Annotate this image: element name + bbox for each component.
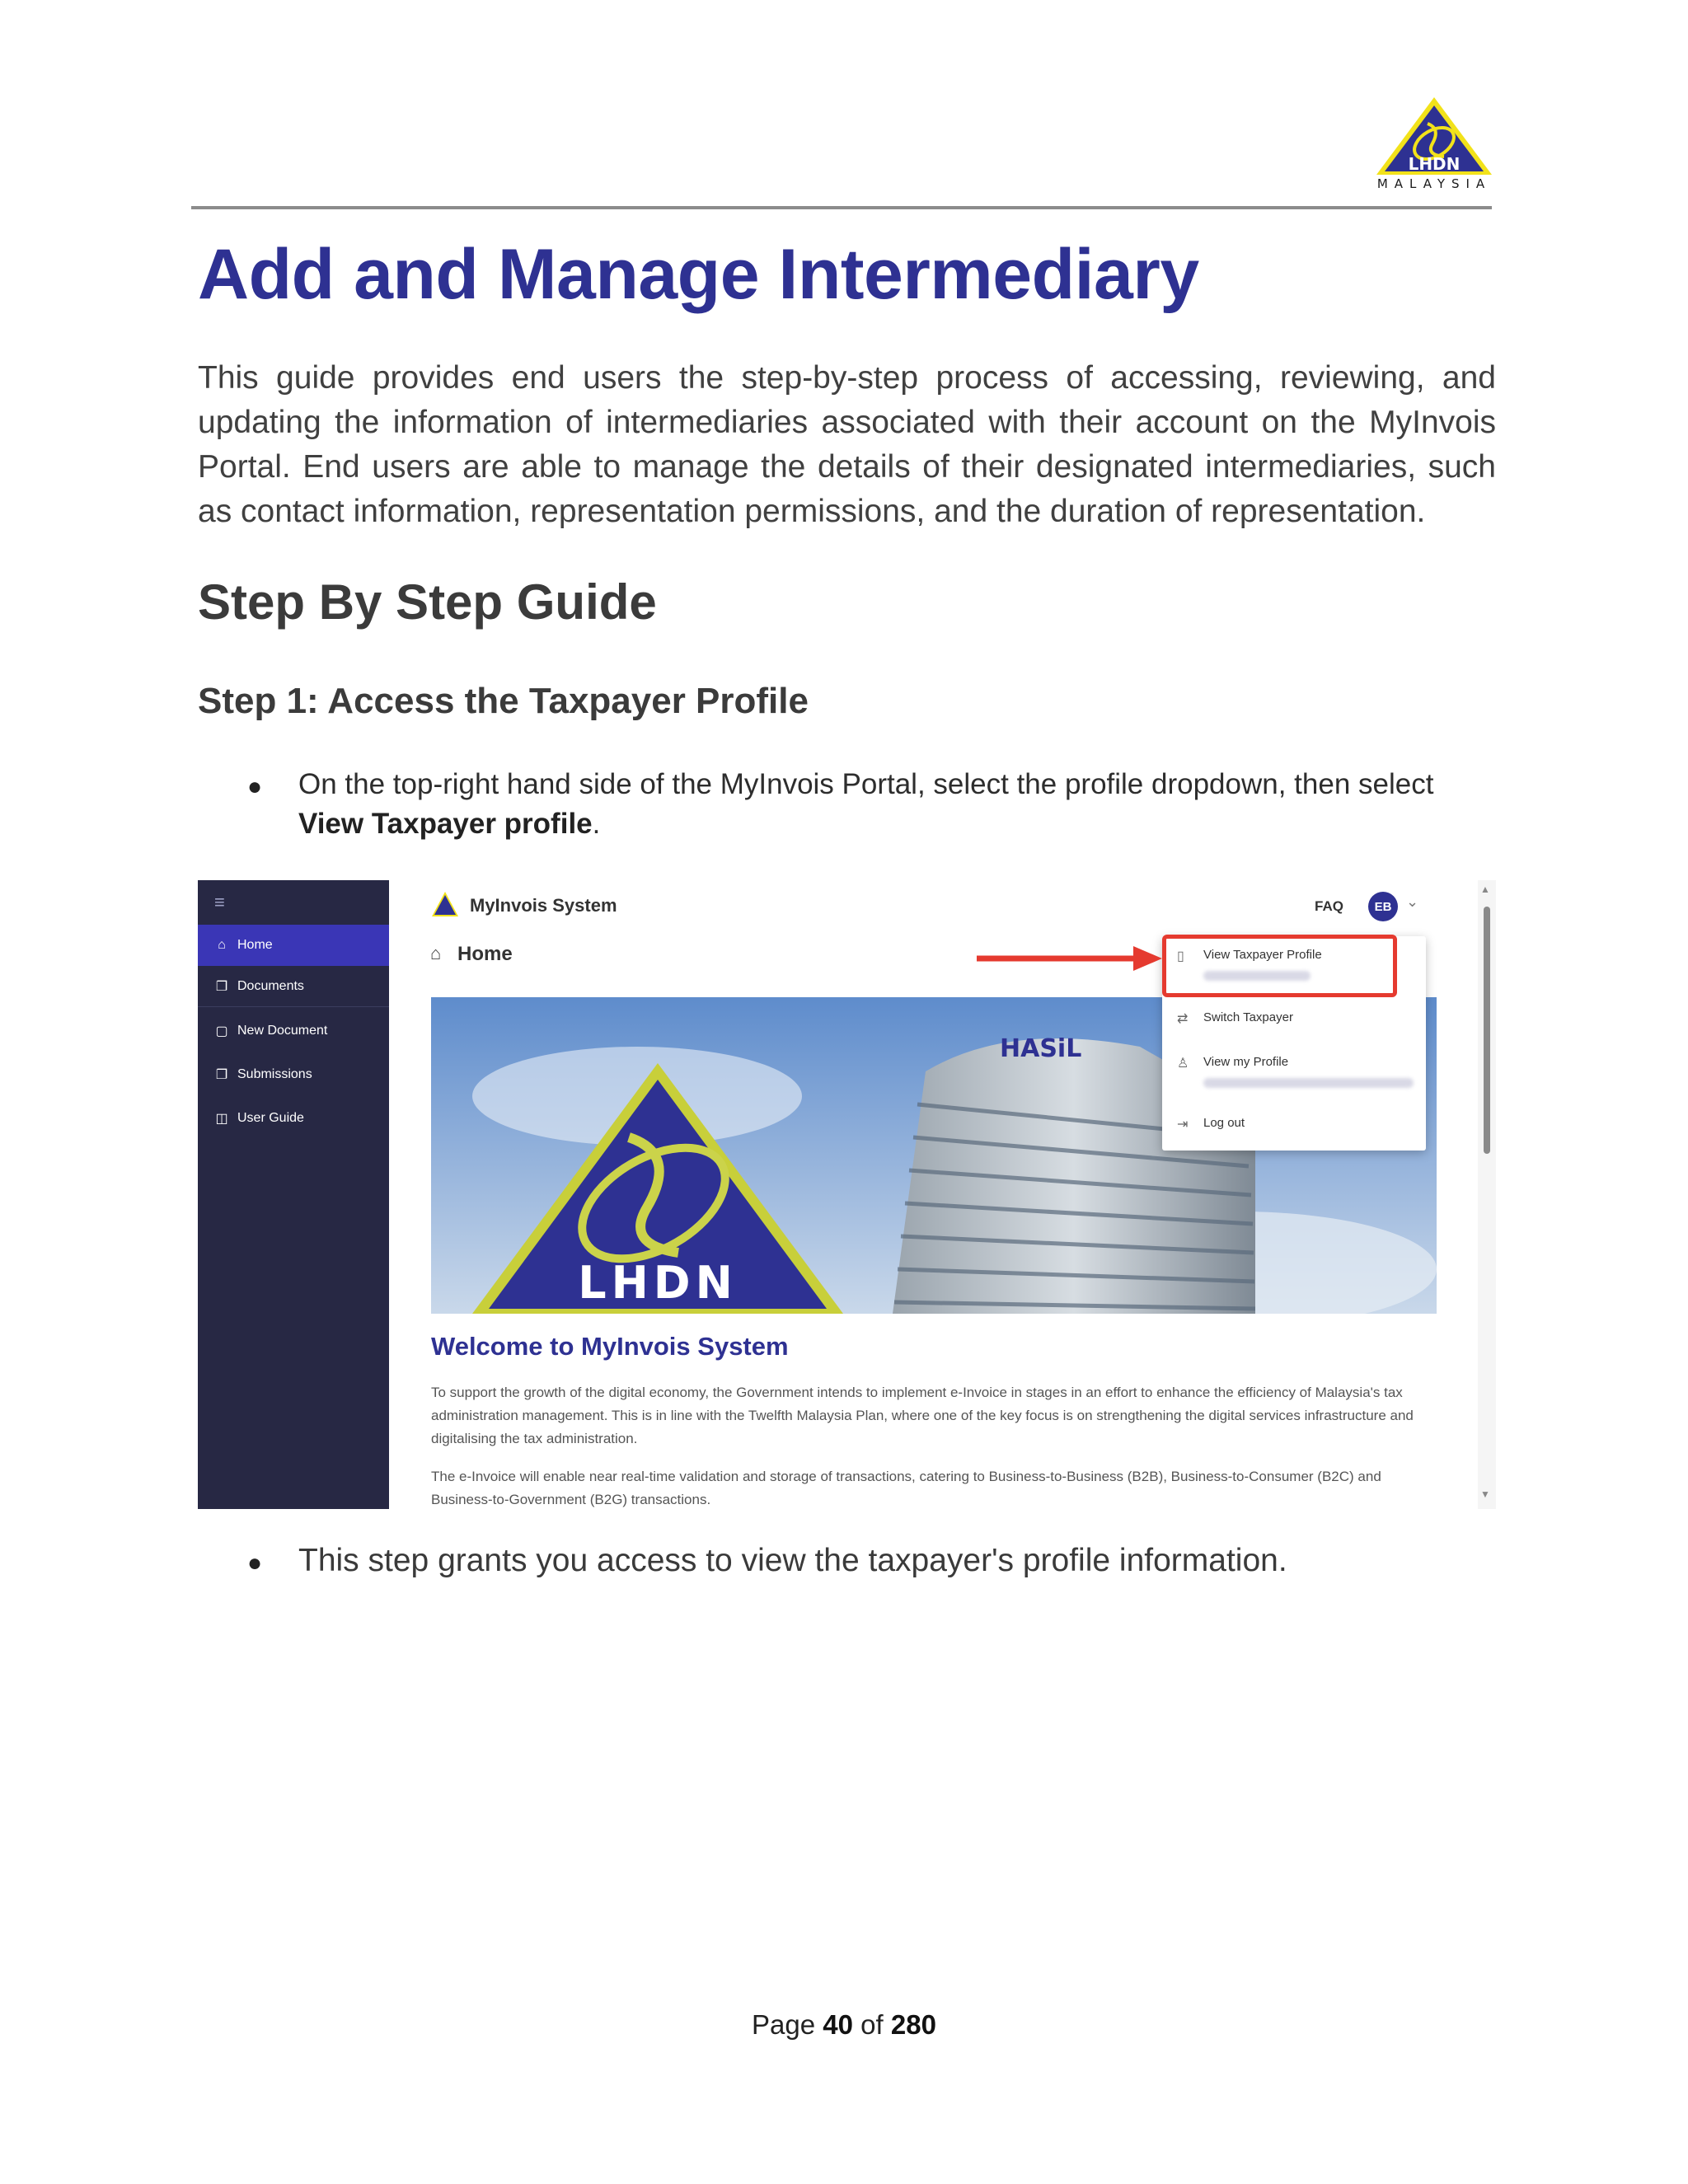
pointer-arrow-icon <box>977 946 1162 971</box>
scrollbar-thumb[interactable] <box>1484 907 1490 1154</box>
logo-text: LHDN <box>1408 154 1461 174</box>
intro-paragraph: This guide provides end users the step-by-step process of accessing, reviewing, and updating the information of intermediaries associated with their account on the MyInvois Portal. End users are able to manage the details of their designated intermediaries, such as contact information, representation permissions, and the duration of representation. <box>198 360 1496 529</box>
page-number <box>0 2009 1688 2041</box>
welcome-title: Welcome to MyInvois System <box>431 1332 789 1361</box>
profile-avatar[interactable]: EB <box>1368 892 1398 921</box>
new-document-icon: ▢ <box>215 1024 228 1038</box>
menu-icon[interactable]: ≡ <box>214 892 225 912</box>
banner-logo-text: LHDN <box>578 1257 738 1309</box>
page-title: Add and Manage Intermediary <box>198 235 1199 314</box>
sidebar-item-label: Documents <box>237 979 304 993</box>
redacted-text <box>1203 1078 1414 1088</box>
menu-item-label: View my Profile <box>1203 1055 1289 1069</box>
sidebar-item-user-guide[interactable] <box>198 1098 389 1139</box>
user-guide-icon: ◫ <box>215 1112 228 1126</box>
scroll-up-icon[interactable]: ▲ <box>1480 883 1490 895</box>
breadcrumb: Home <box>457 943 513 965</box>
instruction-bold: View Taxpayer profile <box>298 808 593 840</box>
page-current: 40 <box>823 2009 854 2040</box>
switch-icon: ⇄ <box>1177 1012 1189 1026</box>
sidebar-item-home[interactable] <box>198 925 389 966</box>
scroll-down-icon[interactable]: ▼ <box>1480 1488 1490 1500</box>
page-middle: of <box>853 2009 891 2040</box>
app-name[interactable]: MyInvois System <box>470 895 617 916</box>
sidebar-item-new-document[interactable] <box>198 1010 389 1052</box>
welcome-paragraph: To support the growth of the digital economy, the Government intends to implement e-Invoice in stages in an effort to enhance the efficiency of Malaysia's tax administration management. This is in line with the Twelfth Malaysia Plan, where one of the key focus is on strengthening the digital services infrastructure and digitalising the tax administration. <box>431 1385 1414 1446</box>
sidebar-item-label: User Guide <box>237 1111 304 1125</box>
logo-subtext: MALAYSIA <box>1376 176 1492 191</box>
portal-screenshot <box>198 880 1496 1509</box>
app-logo-icon <box>430 890 460 920</box>
page-total: 280 <box>890 2009 936 2040</box>
highlight-box <box>1162 935 1397 997</box>
faq-link[interactable]: FAQ <box>1315 898 1343 914</box>
step-instruction <box>298 765 1436 844</box>
documents-icon: ❐ <box>215 980 228 994</box>
bullet-icon: ● <box>247 773 263 800</box>
sidebar-item-label: Home <box>237 938 273 952</box>
instruction-text: On the top-right hand side of the MyInvois Portal, select the profile dropdown, then select <box>298 768 1434 800</box>
chevron-down-icon[interactable]: ⌄ <box>1406 893 1419 910</box>
home-icon: ⌂ <box>218 938 226 952</box>
sidebar-item-label: New Document <box>237 1024 328 1038</box>
header-divider <box>191 206 1492 209</box>
instruction-end: . <box>592 808 601 840</box>
breadcrumb-home-icon: ⌂ <box>430 943 442 963</box>
page-prefix: Page <box>752 2009 823 2040</box>
menu-item-label: Log out <box>1203 1116 1245 1130</box>
sidebar-item-submissions[interactable] <box>198 1054 389 1095</box>
building-icon: ▯ <box>1177 949 1184 963</box>
user-icon: ♙ <box>1177 1057 1189 1071</box>
section-heading: Step By Step Guide <box>198 574 657 630</box>
sidebar-item-documents[interactable] <box>198 966 389 1007</box>
sidebar-divider <box>198 1006 389 1007</box>
welcome-paragraph: The e-Invoice will enable near real-time validation and storage of transactions, catering to Business-to-Business (B2B), Business-to-Consumer (B2C) and Business-to-Government (B2G) transactions. <box>431 1469 1381 1507</box>
bullet-icon: ● <box>247 1549 263 1577</box>
step-note: This step grants you access to view the taxpayer's profile information. <box>298 1543 1287 1578</box>
menu-item-label: Switch Taxpayer <box>1203 1010 1293 1024</box>
step-heading: Step 1: Access the Taxpayer Profile <box>198 681 809 721</box>
building-sign: HASiL <box>1000 1034 1082 1063</box>
sidebar <box>198 880 389 1509</box>
sidebar-item-label: Submissions <box>237 1067 312 1081</box>
menu-item-label: View Taxpayer Profile <box>1203 948 1322 962</box>
log-out-icon: ⇥ <box>1177 1118 1189 1132</box>
submissions-icon: ❐ <box>215 1068 228 1082</box>
